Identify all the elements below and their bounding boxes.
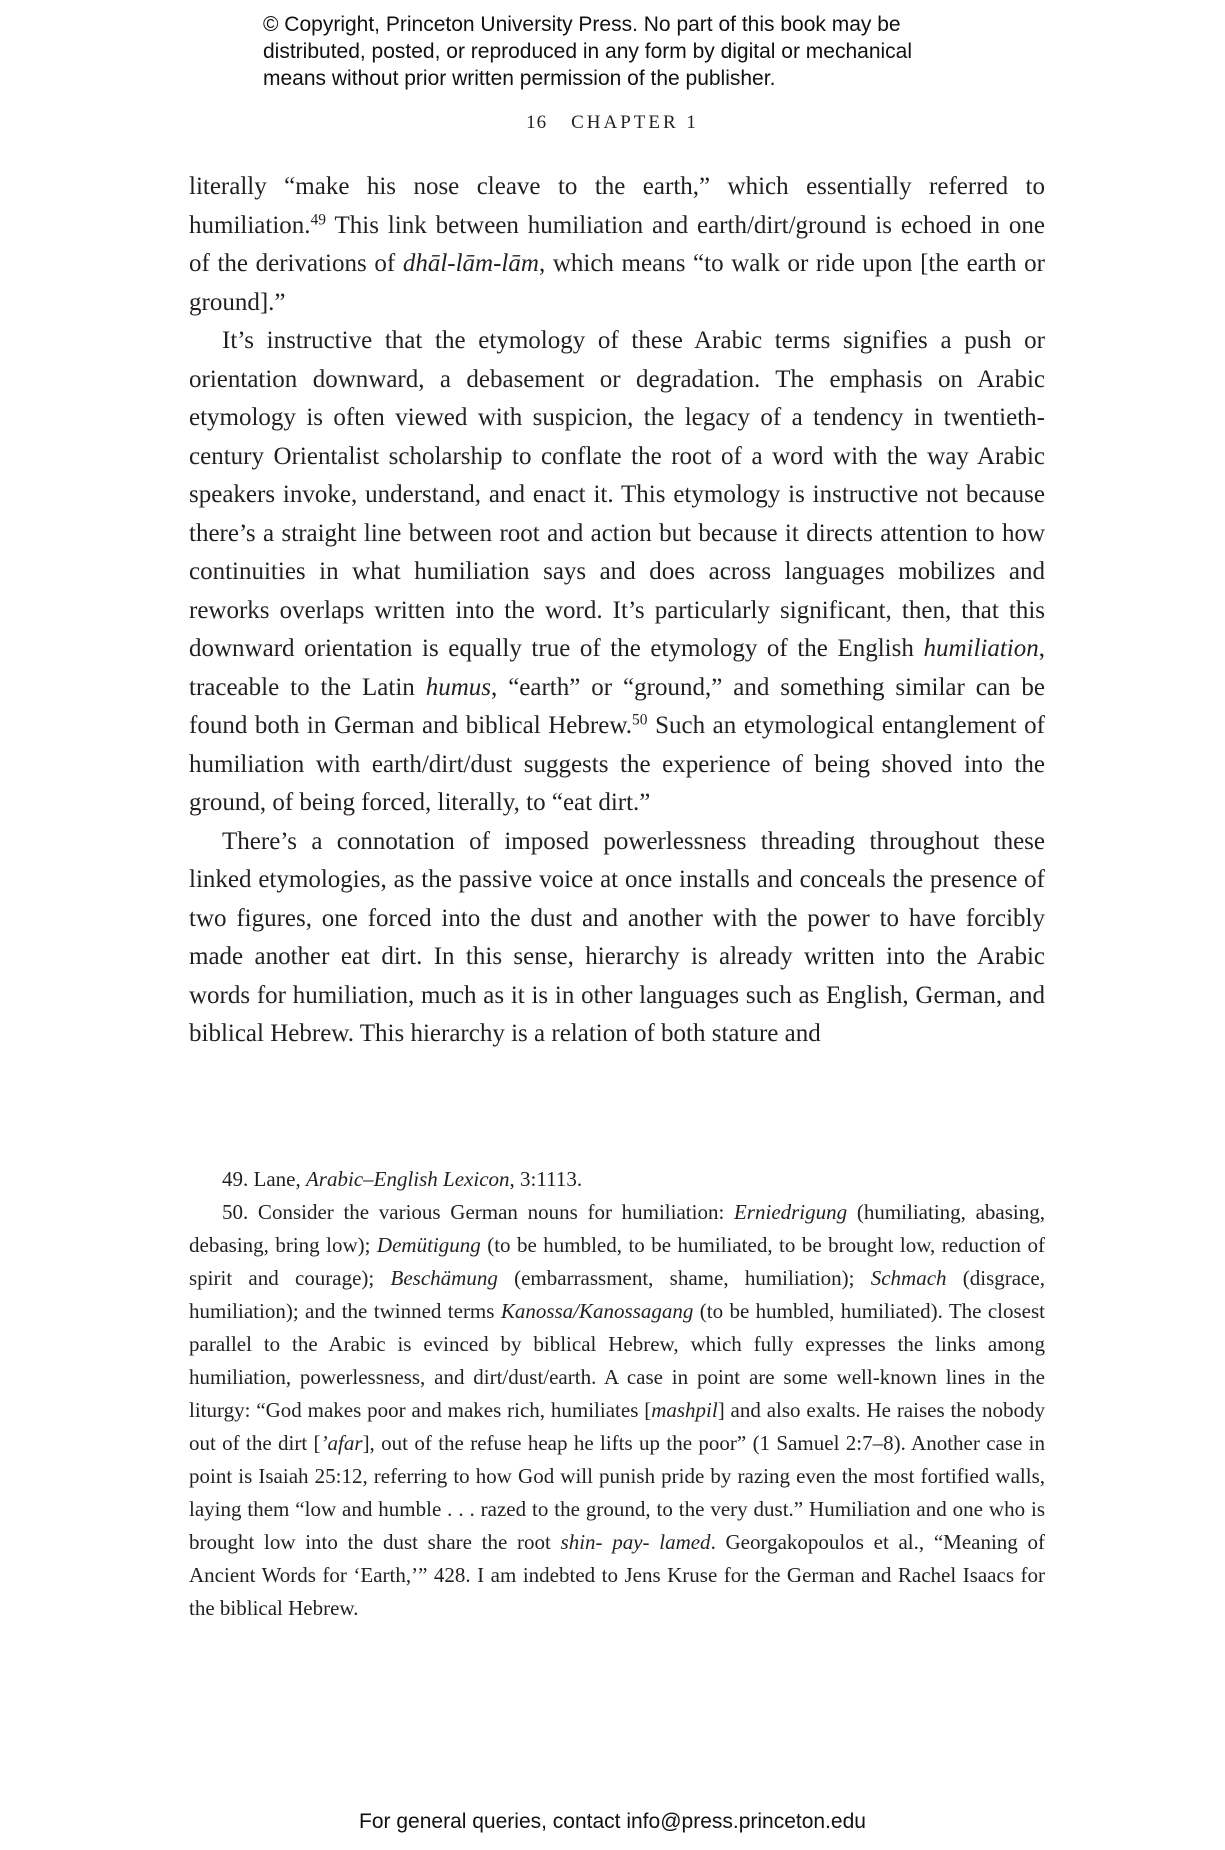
hebrew-term: shin- pay- lamed (560, 1530, 711, 1554)
chapter-label: CHAPTER 1 (571, 112, 699, 133)
page-number: 16 (526, 112, 548, 133)
term-humus: humus (425, 673, 491, 701)
text-run: ], out of the refuse heap he lifts up the poor” (1 Samuel 2:7–8). Another case in point is Isaiah 25:12, referring to how God will punish pride by razing even the most fortified walls, laying them “low and humble . . . razed to the ground, to the very dust.” Humiliation and one who is brought low into the dust share the root (189, 1431, 1046, 1554)
copyright-line-2: distributed, posted, or reproduced in any form by digital or mechanical (263, 40, 913, 63)
paragraph-2 (189, 322, 1045, 823)
text-run: (to be humbled, humiliated). The closest parallel to the Arabic is evinced by biblical Hebrew, which fully expresses the links among humiliation, powerlessness, and dirt/dust/earth. A case in point are some well-known lines in the liturgy: “God makes poor and makes rich, humiliates [ (189, 1299, 1045, 1422)
text-run: (disgrace, humiliation); and the twinned terms (189, 1266, 1045, 1323)
text-run: literally “make his nose cleave to the earth,” which essentially referred to humiliation. (189, 173, 1045, 239)
german-term: Schmach (870, 1266, 947, 1290)
footnote-ref-50[interactable]: 50 (632, 711, 648, 729)
text-run: . Georgakopoulos et al., “Meaning of Ancient Words for ‘Earth,’” 428. I am indebted to Jens Kruse for the German and Rachel Isaacs for the biblical Hebrew. (189, 1530, 1045, 1620)
copyright-line-3: means without prior written permission of the publisher. (263, 67, 776, 90)
footnote-ref-49[interactable]: 49 (310, 210, 327, 228)
text-run: (to be humbled, to be humiliated, to be brought low, reduction of spirit and courage); (189, 1233, 1045, 1290)
text-run: It’s instructive that the etymology of these Arabic terms signifies a push or orientation downward, a debasement or degradation. The emphasis on Arabic etymology is often viewed with suspicion, the legacy of a tendency in twentieth-century Orientalist scholarship to conflate the root of a word with the way Arabic speakers invoke, understand, and enact it. This etymology is instructive not because there’s a straight line between root and action but because it directs attention to how continuities in what humiliation says and does across languages mobilizes and reworks overlaps written into the word. It’s particularly significant, then, that this downward orientation is equally true of the etymology of the English (189, 327, 1045, 662)
paragraph-3: There’s a connotation of imposed powerlessness threading throughout these linked etymologies, as the passive voice at once installs and conceals the presence of two figures, one forced into the dust and another with the power to have forcibly made another eat dirt. In this sense, hierarchy is already written into the Arabic words for humiliation, much as it is in other languages such as English, German, and biblical Hebrew. This hierarchy is a relation of both stature and (189, 827, 1045, 1047)
footnotes (189, 1163, 1045, 1625)
copyright-line-1: © Copyright, Princeton University Press. No part of this book may be (263, 13, 901, 36)
text-run: , “earth” or “ground,” and something similar can be found both in German and biblical Hebrew. (189, 673, 1045, 739)
text-run: (embarrassment, shame, humiliation); (497, 1266, 871, 1290)
body-text (189, 168, 1045, 1054)
term-humiliation: humiliation (923, 635, 1039, 662)
text-run: 49. Lane, (222, 1167, 306, 1191)
footnote-49 (189, 1163, 1045, 1196)
text-run: (humiliating, abasing, debasing, bring low); (189, 1200, 1045, 1257)
footnote-50 (189, 1196, 1045, 1625)
contact-footer: For general queries, contact info@press.princeton.edu (359, 1810, 866, 1833)
german-term: Beschämung (390, 1266, 498, 1290)
german-term: Demütigung (376, 1233, 481, 1257)
text-run: , 3:1113. (509, 1167, 583, 1191)
german-term: Erniedrigung (733, 1200, 848, 1224)
text-run: , traceable to the Latin (189, 635, 1045, 701)
running-head (0, 112, 1225, 134)
copyright-notice (263, 11, 983, 92)
text-run: Such an etymological entanglement of humiliation with earth/dirt/dust suggests the experience of being shoved into the ground, of being forced, literally, to “eat dirt.” (189, 712, 1045, 816)
german-term: Kanossa/Kanossagang (500, 1299, 694, 1323)
arabic-term: dhāl-lām-lām (402, 250, 539, 277)
text-run: , which means “to walk or ride upon [the earth or ground].” (189, 250, 1045, 316)
hebrew-term: mashpil (651, 1398, 718, 1422)
hebrew-term: ’afar (320, 1431, 363, 1455)
text-run: 50. Consider the various German nouns for humiliation: (222, 1200, 734, 1224)
text-run: ] and also exalts. He raises the nobody out of the dirt [ (189, 1398, 1045, 1455)
paragraph-1 (189, 168, 1045, 322)
cited-title: Arabic–English Lexicon (305, 1167, 510, 1191)
text-run: This link between humiliation and earth/dirt/ground is echoed in one of the derivations of (189, 211, 1045, 277)
